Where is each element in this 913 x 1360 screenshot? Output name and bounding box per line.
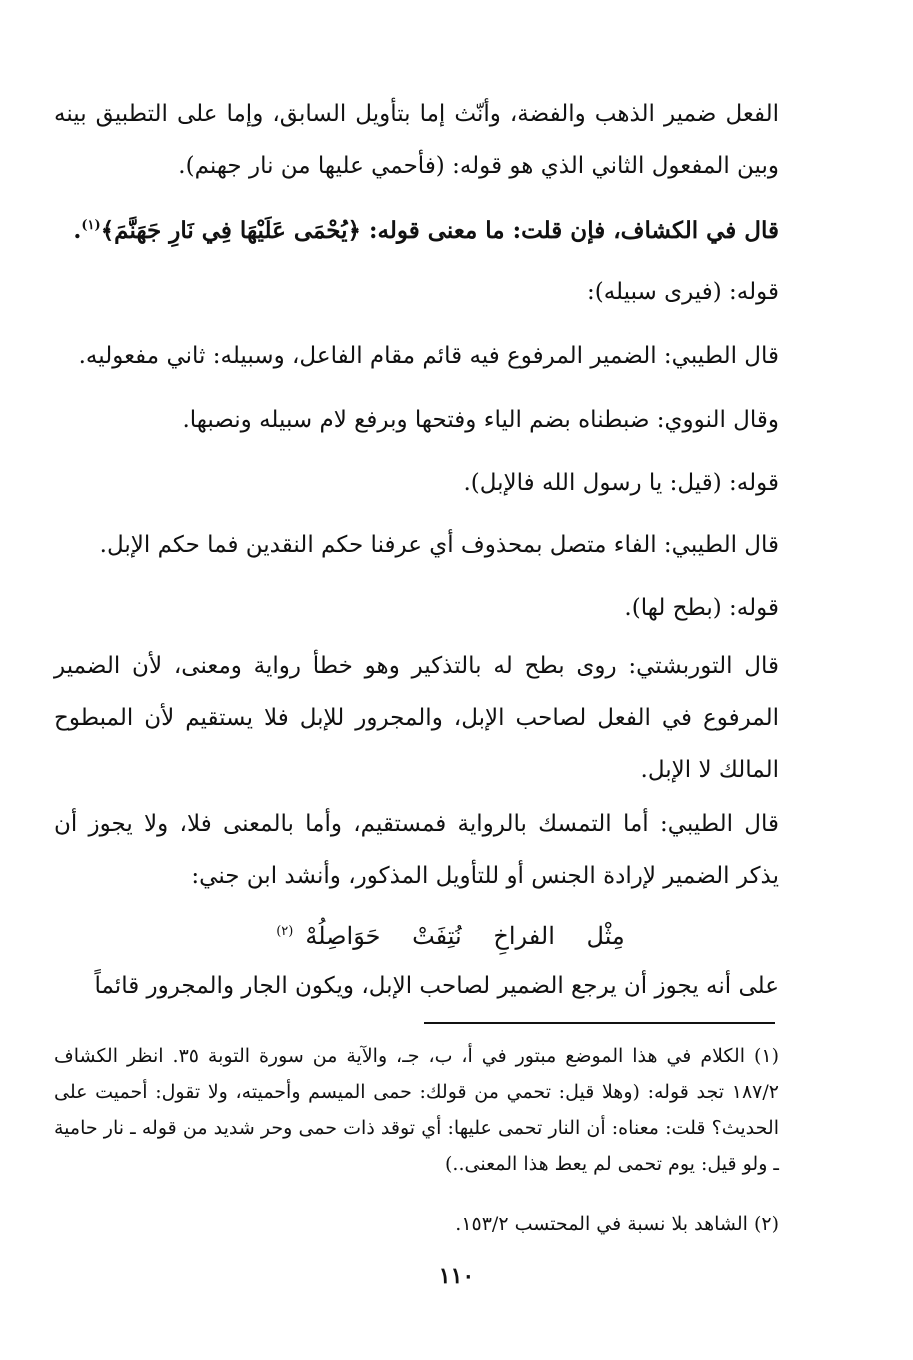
footnote-ref-2: (٢) [276,924,294,939]
verse-word: نُتِفَتْ [412,922,462,950]
paragraph-tibi-3: قال الطيبي: أما التمسك بالرواية فمستقيم، وأما بالمعنى فلا، ولا يجوز أن يذكر الضمير لإرادة الجنس أو للتأويل المذكور، وأنشد ابن جني: [54,811,779,889]
verse-word: حَوَاصِلُهْ [305,922,381,950]
paragraph-kashshaf [54,200,779,257]
kashshaf-text: قال في الكشاف، فإن قلت: ما معنى قوله: ﴿يُحْمَى عَلَيْهَا فِي نَارِ جَهَنَّمَ﴾ [100,217,779,244]
footnote-ref-1: (١) [81,218,101,233]
verse-word: مِثْل [586,922,625,950]
paragraph-qawluh-2: قوله: (قيل: يا رسول الله فالإبل). [463,470,779,496]
page-number: ١١٠ [438,1263,475,1289]
paragraph-tibi-2: قال الطيبي: الفاء متصل بمحذوف أي عرفنا حكم النقدين فما حكم الإبل. [99,532,779,558]
paragraph-last: على أنه يجوز أن يرجع الضمير لصاحب الإبل، ويكون الجار والمجرور قائماً [94,973,779,999]
footnote-1: (١) الكلام في هذا الموضع مبتور في أ، ب، جـ، والآية من سورة التوبة ٣٥. انظر الكشاف ١٨٧/٢ تجد قوله: (وهلا قيل: تحمي من قولك: حمى الميسم وأحميته، ولا تقول: أحميت على الحديث؟ قلت: معناه: أن النار تحمى عليها: أي توقد ذات حمى وحر شديد من قوله ـ نار حامية ـ ولو قيل: يوم تحمى لم يعط هذا المعنى..) [54,1045,779,1175]
footnote-2: (٢) الشاهد بلا نسبة في المحتسب ١٥٣/٢. [455,1213,779,1235]
paragraph-qawluh-3: قوله: (بطح لها). [624,595,779,621]
paragraph-tibi-1: قال الطيبي: الضمير المرفوع فيه قائم مقام الفاعل، وسبيله: ثاني مفعوليه. [78,343,779,369]
poetry-verse [0,906,913,962]
kashshaf-end: . [73,217,82,244]
paragraph-nawawi: وقال النووي: ضبطناه بضم الياء وفتحها وبرفع لام سبيله ونصبها. [182,407,779,433]
paragraph-1: الفعل ضمير الذهب والفضة، وأنّث إما بتأويل السابق، وإما على التطبيق بينه وبين المفعول الثاني الذي هو قوله: (فأحمي عليها من نار جهنم). [54,101,779,179]
verse-word: الفراخِ [493,922,555,950]
paragraph-turbishti: قال التوربشتي: روى بطح له بالتذكير وهو خطأ رواية ومعنى، لأن الضمير المرفوع في الفعل لصاحب الإبل، والمجرور للإبل فلا يستقيم لأن المبطوح المالك لا الإبل. [54,653,779,783]
paragraph-qawluh-1: قوله: (فيرى سبيله): [586,279,779,305]
footnote-separator [424,1022,775,1024]
